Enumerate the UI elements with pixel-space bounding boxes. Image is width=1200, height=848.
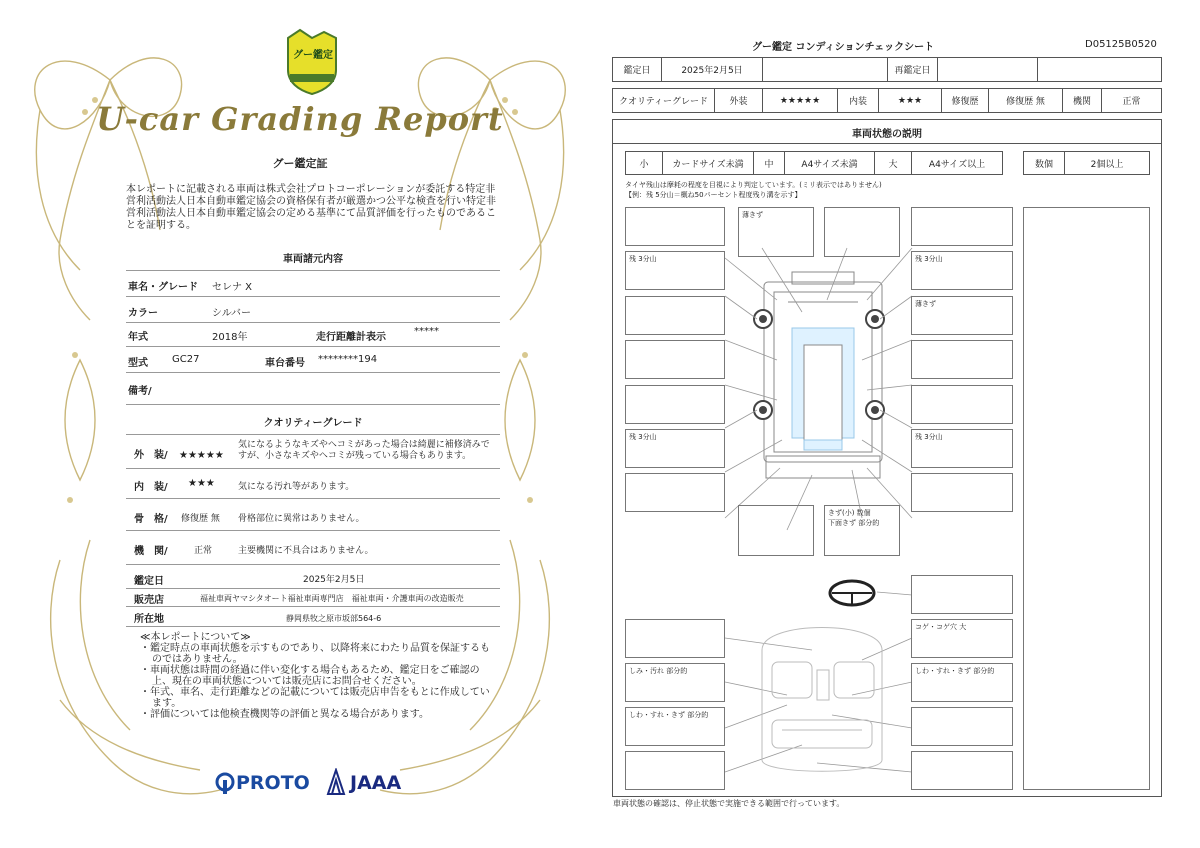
jaaa-logo-text: JAAA (350, 772, 402, 794)
comment-box (911, 575, 1013, 614)
exterior-desc: 気になるようなキズやヘコミがあった場合は綺麗に補修済みですが、小さなキズやヘコミが残っている場合もあります。 (238, 440, 490, 461)
comment-box (824, 207, 900, 257)
size-large-cell (874, 151, 912, 175)
interior-stars: ★★★ (897, 95, 923, 106)
quality-title: クオリティーグレード (263, 418, 363, 429)
quality-label: クオリティーグレード (618, 97, 709, 107)
date-label: 鑑定日 (134, 576, 164, 587)
frame-desc: 骨格部位に異常はありません。 (238, 514, 365, 524)
empty-cell (1037, 57, 1162, 82)
engine-value: 正常 (194, 546, 213, 556)
size-small-desc-cell (662, 151, 754, 175)
interior-label: 内装 (848, 97, 867, 107)
date-value: 2025年2月5日 (303, 575, 365, 585)
box-wrinkle-right: しわ・すれ・きず 部分的 (915, 667, 995, 675)
interior-stars-cell (878, 88, 942, 113)
tire-note-2: 【例：残 5分山＝概ね50パーセント程度残り溝を示す】 (625, 191, 802, 199)
count-label-cell (1023, 151, 1065, 175)
size-small-desc: カードサイズ未満 (672, 159, 744, 170)
comment-box (625, 429, 725, 468)
engine-label-cell (1062, 88, 1102, 113)
logo-text: グー鑑定 (293, 50, 333, 61)
dealer-value: 福祉車両ヤマシタオート福祉車両専門店 福祉車両・介護車両の改造販売 (200, 594, 464, 603)
engine-desc: 主要機関に不具合はありません。 (238, 546, 374, 556)
interior-label-cell (837, 88, 879, 113)
comment-box (911, 473, 1013, 512)
interior-stars: ★★★ (188, 478, 215, 489)
engine-label: 機 関/ (134, 546, 168, 557)
comment-box (625, 473, 725, 512)
intro-text: 本レポートに記載される車両は株式会社プロトコーポレーションが委託する特定非営利活動法人日本自動車鑑定協会の資格保有者が厳選かつ公平な検査を行い特定非営利活動法人日本自動車鑑定協会の定める基準にて品質評価を行ったものであることを証明する。 (126, 184, 496, 231)
quality-label-cell (612, 88, 715, 113)
car-name-label: 車名・グレード (128, 282, 198, 293)
comment-box (625, 251, 725, 290)
mileage-label: 走行距離計表示 (316, 332, 386, 343)
exterior-label: 外 装/ (134, 450, 168, 461)
comment-box (824, 505, 900, 556)
reinspect-value-cell (937, 57, 1038, 82)
section-title: 車両状態の説明 (852, 129, 922, 140)
comment-box (911, 385, 1013, 424)
footer-note: 車両状態の確認は、停止状態で実施できる範囲で行っています。 (613, 799, 845, 808)
date-value-cell (661, 57, 763, 82)
size-mid: 中 (764, 159, 774, 170)
repair-value-cell (988, 88, 1063, 113)
color-value: シルバー (212, 308, 252, 319)
comment-box (911, 340, 1013, 379)
box-tire-front-right: 残 3分山 (915, 255, 943, 263)
size-large: 大 (888, 159, 898, 170)
address-value: 静岡県牧之原市坂部564-6 (286, 614, 382, 623)
comment-box (738, 505, 814, 556)
notes-title: ≪本レポートについて≫ (140, 632, 251, 643)
dealer-label: 販売店 (134, 595, 164, 606)
size-mid-desc: A4サイズ未満 (801, 159, 858, 170)
note-item: ・車両状態は時間の経過に伴い変化する場合もあるため、鑑定日をご確認の上、現在の車両状態については販売店にお問合せください。 (140, 665, 480, 687)
proto-logo-icon (215, 770, 235, 796)
comment-box (911, 429, 1013, 468)
size-small-cell (625, 151, 663, 175)
exterior-stars: ★★★★★ (779, 95, 821, 106)
year-value: 2018年 (212, 332, 248, 343)
box-tire-rear-left: 残 3分山 (629, 433, 657, 441)
proto-logo-text: PROTO (236, 772, 310, 794)
divider (126, 468, 500, 469)
count-desc-cell (1064, 151, 1150, 175)
date-label: 鑑定日 (623, 66, 651, 76)
frame-label: 骨 格/ (134, 514, 168, 525)
repair-label-cell (941, 88, 989, 113)
divider (126, 372, 500, 373)
date-value: 2025年2月5日 (681, 66, 743, 76)
address-label: 所在地 (134, 614, 164, 625)
divider (126, 322, 500, 323)
comment-box (911, 707, 1013, 746)
comment-box (625, 340, 725, 379)
report-notes (140, 632, 490, 720)
frame-value: 修復歴 無 (181, 514, 220, 524)
document-id: D05125B0520 (1085, 39, 1157, 50)
box-scratch-right: 薄きず (915, 300, 936, 308)
note-item: ・鑑定時点の車両状態を示すものであり、以降将来にわたり品質を保証するものではありません。 (140, 643, 490, 665)
note-item: ・年式、車名、走行距離などの記載については販売店申告をもとに作成しています。 (140, 687, 490, 709)
engine-value-cell (1101, 88, 1162, 113)
comment-box (625, 207, 725, 246)
tire-note-1: タイヤ残山は摩耗の程度を目視により判定しています。(ミリ表示ではありません) (625, 181, 882, 189)
box-tire-front-left: 残 3分山 (629, 255, 657, 263)
size-mid-desc-cell (784, 151, 875, 175)
remarks-label: 備考/ (128, 386, 152, 397)
divider (126, 564, 500, 565)
certificate-title: グー鑑定証 (272, 157, 328, 170)
color-label: カラー (128, 308, 158, 319)
note-item: ・評価については他検査機関等の評価と異なる場合があります。 (140, 709, 429, 720)
sheet-title: グー鑑定 コンディションチェックシート (752, 42, 935, 53)
repair-value: 修復歴 無 (1006, 97, 1045, 107)
comment-box (911, 296, 1013, 335)
jaaa-logo-icon (326, 768, 346, 796)
exterior-label-cell (714, 88, 763, 113)
divider (126, 434, 500, 435)
comment-box (911, 619, 1013, 658)
divider (126, 530, 500, 531)
divider (126, 626, 500, 627)
comment-box (911, 251, 1013, 290)
size-large-desc: A4サイズ以上 (928, 159, 986, 170)
comment-box (911, 663, 1013, 702)
car-name-value: セレナ X (212, 282, 253, 293)
mileage-value: ***** (414, 326, 439, 337)
exterior-stars-cell (762, 88, 838, 113)
report-title: U-car Grading Report (96, 100, 504, 138)
interior-desc: 気になる汚れ等があります。 (238, 482, 355, 492)
size-small: 小 (639, 159, 649, 170)
divider (612, 143, 1162, 144)
chassis-label: 車台番号 (265, 358, 305, 369)
divider (126, 588, 500, 589)
exterior-label: 外装 (729, 97, 748, 107)
comment-box (911, 207, 1013, 246)
empty-cell (762, 57, 888, 82)
repair-label: 修復歴 (951, 97, 979, 107)
specs-title: 車両諸元内容 (283, 254, 343, 265)
model-label: 型式 (128, 358, 148, 369)
steering-wheel-icon (830, 581, 874, 605)
count-desc: 2個以上 (1090, 159, 1124, 170)
box-wrinkle-left: しわ・すれ・きず 部分的 (629, 711, 709, 719)
box-stain: しみ・汚れ 部分的 (629, 667, 688, 675)
comment-box (625, 707, 725, 746)
divider (126, 606, 500, 607)
size-large-desc-cell (911, 151, 1003, 175)
box-tire-rear-right: 残 3分山 (915, 433, 943, 441)
comment-box (625, 385, 725, 424)
comment-box (625, 663, 725, 702)
reinspect-label: 再鑑定日 (894, 66, 931, 76)
interior-label: 内 装/ (134, 482, 168, 493)
notes-column (1023, 207, 1150, 790)
year-label: 年式 (128, 332, 148, 343)
engine-value: 正常 (1122, 97, 1141, 107)
comment-box (738, 207, 814, 257)
size-mid-cell (753, 151, 785, 175)
divider (126, 404, 500, 405)
goo-kantei-logo (288, 30, 336, 94)
divider (126, 296, 500, 297)
comment-box (625, 619, 725, 658)
reinspect-label-cell (887, 57, 938, 82)
exterior-stars: ★★★★★ (179, 450, 224, 461)
comment-box (911, 751, 1013, 790)
count-label: 数個 (1034, 159, 1053, 170)
divider (126, 270, 500, 271)
box-bottom-scratch: きず(小) 数個 下面きず 部分的 (828, 509, 880, 527)
comment-box (625, 751, 725, 790)
chassis-value: ********194 (318, 354, 378, 365)
divider (126, 498, 500, 499)
model-value: GC27 (172, 354, 200, 365)
comment-box (625, 296, 725, 335)
box-scratch-top: 薄きず (742, 211, 763, 219)
box-burn: コゲ・コゲ穴 大 (915, 623, 967, 631)
divider (126, 346, 500, 347)
engine-label: 機関 (1072, 97, 1091, 107)
date-label-cell (612, 57, 662, 82)
